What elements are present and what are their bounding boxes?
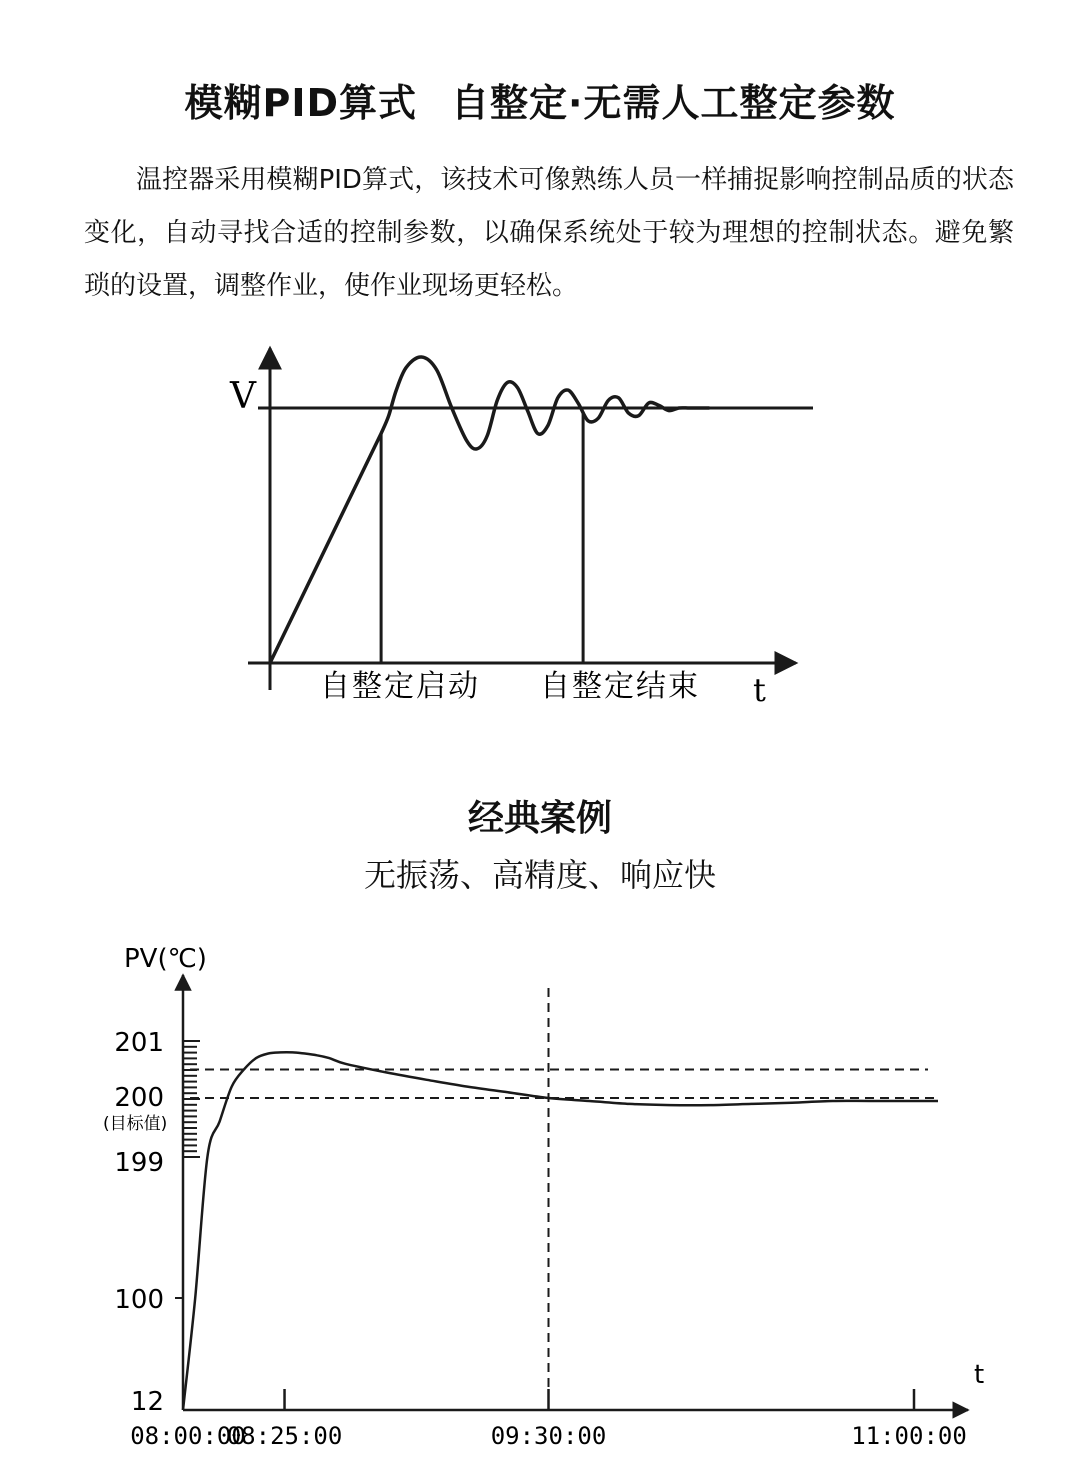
autotune-response-chart	[0, 320, 1080, 720]
intro-paragraph: 温控器采用模糊PID算式，该技术可像熟练人员一样捕捉影响控制品质的状态变化，自动寻找合适的控制参数，以确保系统处于较为理想的控制状态。避免繁琐的设置，调整作业，使作业现场更轻松。	[84, 165, 1014, 301]
chart1-response-curve	[270, 357, 709, 663]
section-subtitle: 无振荡、高精度、响应快	[363, 856, 716, 894]
chart2-x-tick-label: 11:00:00	[851, 1422, 967, 1450]
classic-case-chart	[0, 930, 1080, 1476]
chart2-x-label: t	[974, 1360, 985, 1390]
chart2-y-tick-label: 199	[114, 1148, 164, 1178]
title-part-algorithm: 模糊PID算式	[184, 81, 418, 125]
title-part-autotune: 自整定·无需人工整定参数	[451, 81, 896, 125]
chart2-x-ticks	[130, 1389, 967, 1450]
chart2-x-tick-label: 08:25:00	[226, 1422, 343, 1450]
chart2-setpoint-note: (目标值)	[103, 1114, 168, 1134]
chart2-x-tick-label: 09:30:00	[490, 1422, 607, 1450]
chart2-y-tick-label: 201	[114, 1028, 164, 1058]
chart2-y-tick-label: 12	[130, 1387, 164, 1417]
chart2-y-tick-label: 100	[114, 1285, 164, 1315]
chart2-pv-curve	[183, 1052, 938, 1410]
chart1-marker-label-start: 自整定启动	[320, 669, 480, 704]
chart2-y-label: PV(℃)	[124, 944, 207, 974]
chart1-y-label: V	[230, 376, 256, 417]
chart1-x-label: t	[753, 671, 766, 709]
chart2-y-tick-label: 200	[114, 1083, 164, 1113]
chart1-marker-label-end: 自整定结束	[540, 669, 700, 704]
chart2-x-tick-label: 08:00:00	[130, 1422, 246, 1450]
section-title: 经典案例	[467, 798, 612, 839]
page-title	[0, 72, 1080, 127]
chart2-y-ticks	[114, 1028, 183, 1417]
